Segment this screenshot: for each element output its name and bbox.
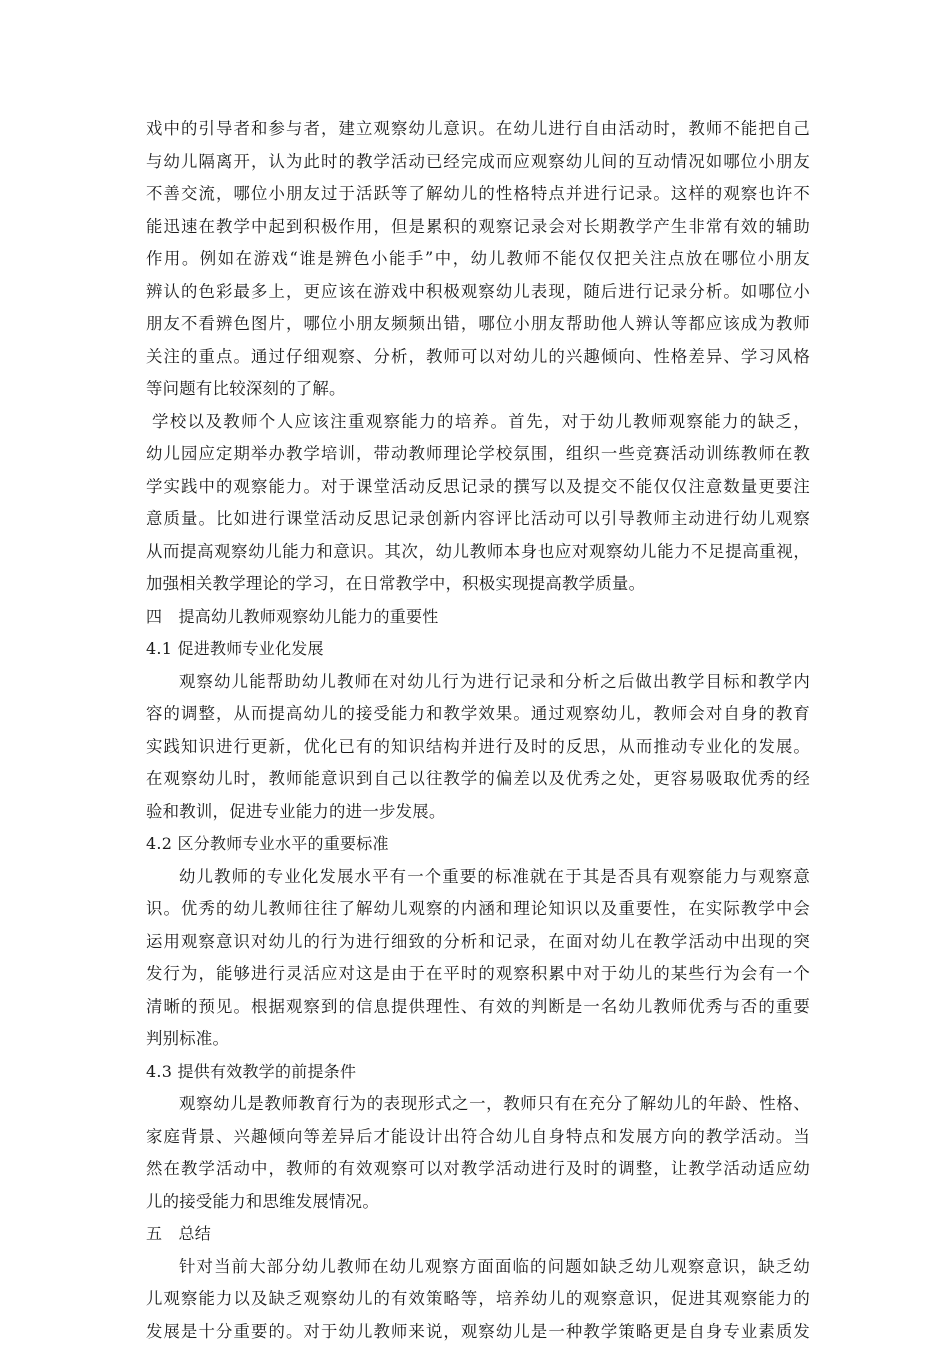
subsection-heading: 4.3 提供有效教学的前提条件 [146,1056,810,1089]
text-line: 运用观察意识对幼儿的行为进行细致的分析和记录，在面对幼儿在教学活动中出现的突 [146,926,810,959]
text-line: 观察幼儿能帮助幼儿教师在对幼儿行为进行记录和分析之后做出教学目标和教学内 [146,666,810,699]
text-line: 儿观察能力以及缺乏观察幼儿的有效策略等，培养幼儿的观察意识，促进其观察能力的 [146,1283,810,1316]
text-line: 儿的接受能力和思维发展情况。 [146,1186,810,1219]
text-line: 关注的重点。通过仔细观察、分析，教师可以对幼儿的兴趣倾向、性格差异、学习风格 [146,341,810,374]
text-line: 辨认的色彩最多上，更应该在游戏中积极观察幼儿表现，随后进行记录分析。如哪位小 [146,276,810,309]
text-line: 验和教训，促进专业能力的进一步发展。 [146,796,810,829]
text-line: 识。优秀的幼儿教师往往了解幼儿观察的内涵和理论知识以及重要性，在实际教学中会 [146,893,810,926]
text-line: 观察幼儿是教师教育行为的表现形式之一，教师只有在充分了解幼儿的年龄、性格、 [146,1088,810,1121]
text-line: 发展是十分重要的。对于幼儿教师来说，观察幼儿是一种教学策略更是自身专业素质发 [146,1316,810,1348]
text-line: 从而提高观察幼儿能力和意识。其次，幼儿教师本身也应对观察幼儿能力不足提高重视， [146,536,810,569]
text-line: 然在教学活动中，教师的有效观察可以对教学活动进行及时的调整，让教学活动适应幼 [146,1153,810,1186]
subsection-heading: 4.2 区分教师专业水平的重要标准 [146,828,810,861]
text-line: 朋友不看辨色图片，哪位小朋友频频出错，哪位小朋友帮助他人辨认等都应该成为教师 [146,308,810,341]
text-line: 学实践中的观察能力。对于课堂活动反思记录的撰写以及提交不能仅仅注意数量更要注 [146,471,810,504]
text-line: 针对当前大部分幼儿教师在幼儿观察方面面临的问题如缺乏幼儿观察意识，缺乏幼 [146,1251,810,1284]
text-line: 幼儿园应定期举办教学培训，带动教师理论学校氛围，组织一些竞赛活动训练教师在教 [146,438,810,471]
text-line: 能迅速在教学中起到积极作用，但是累积的观察记录会对长期教学产生非常有效的辅助 [146,211,810,244]
text-line: 实践知识进行更新，优化已有的知识结构并进行及时的反思，从而推动专业化的发展。 [146,731,810,764]
text-line: 等问题有比较深刻的了解。 [146,373,810,406]
text-line: 家庭背景、兴趣倾向等差异后才能设计出符合幼儿自身特点和发展方向的教学活动。当 [146,1121,810,1154]
text-line: 与幼儿隔离开，认为此时的教学活动已经完成而应观察幼儿间的互动情况如哪位小朋友 [146,146,810,179]
text-line: 不善交流，哪位小朋友过于活跃等了解幼儿的性格特点并进行记录。这样的观察也许不 [146,178,810,211]
text-line: 发行为，能够进行灵活应对这是由于在平时的观察积累中对于幼儿的某些行为会有一个 [146,958,810,991]
text-line: 容的调整，从而提高幼儿的接受能力和教学效果。通过观察幼儿，教师会对自身的教育 [146,698,810,731]
section-heading: 四 提高幼儿教师观察幼儿能力的重要性 [146,601,810,634]
text-line: 戏中的引导者和参与者，建立观察幼儿意识。在幼儿进行自由活动时，教师不能把自己 [146,113,810,146]
text-line: 作用。例如在游戏“谁是辨色小能手”中，幼儿教师不能仅仅把关注点放在哪位小朋友 [146,243,810,276]
subsection-heading: 4.1 促进教师专业化发展 [146,633,810,666]
text-line: 在观察幼儿时，教师能意识到自己以往教学的偏差以及优秀之处，更容易吸取优秀的经 [146,763,810,796]
text-line: 学校以及教师个人应该注重观察能力的培养。首先，对于幼儿教师观察能力的缺乏， [146,406,810,439]
text-line: 清晰的预见。根据观察到的信息提供理性、有效的判断是一名幼儿教师优秀与否的重要 [146,991,810,1024]
text-line: 判别标准。 [146,1023,810,1056]
text-line: 意质量。比如进行课堂活动反思记录创新内容评比活动可以引导教师主动进行幼儿观察 [146,503,810,536]
text-line: 幼儿教师的专业化发展水平有一个重要的标准就在于其是否具有观察能力与观察意 [146,861,810,894]
section-heading: 五 总结 [146,1218,810,1251]
text-line: 加强相关教学理论的学习，在日常教学中，积极实现提高教学质量。 [146,568,810,601]
document-page [146,113,810,1348]
